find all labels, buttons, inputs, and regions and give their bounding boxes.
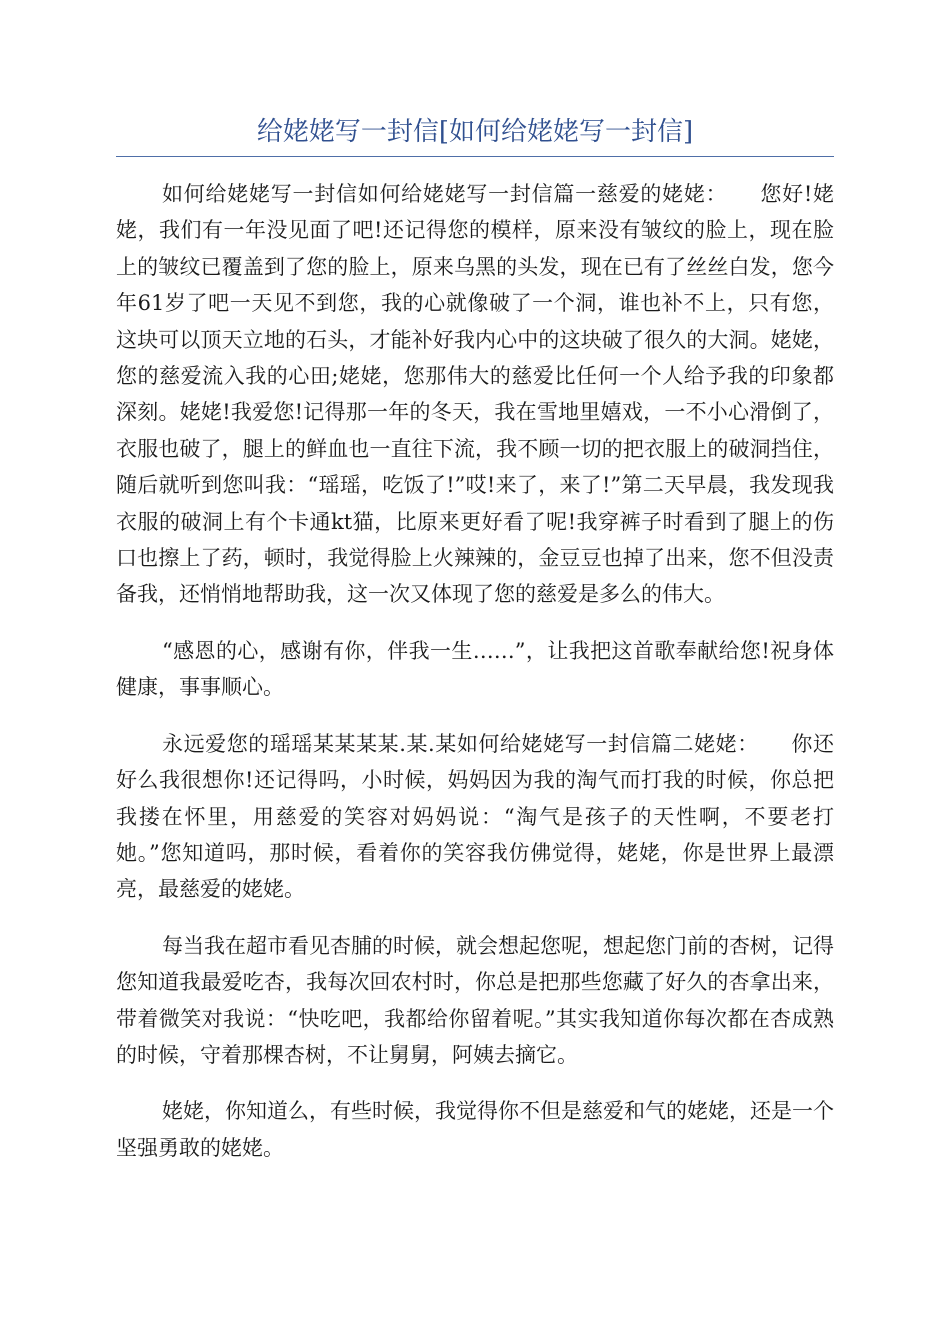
paragraph-2: “感恩的心，感谢有你，伴我一生……”，让我把这首歌奉献给您!祝身体健康，事事顺心。 — [116, 638, 834, 700]
title-block — [116, 112, 834, 157]
paragraph-5: 姥姥，你知道么，有些时候，我觉得你不但是慈爱和气的姥姥，还是一个坚强勇敢的姥姥。 — [116, 1099, 834, 1160]
document-title: 给姥姥写一封信[如何给姥姥写一封信] — [256, 117, 694, 147]
paragraph-4: 每当我在超市看见杏脯的时候，就会想起您呢，想起您门前的杏树，记得您知道我最爱吃杏，我每次回农村时，你总是把那些您藏了好久的杏拿出来，带着微笑对我说：“快吃吧，我都给你留着呢。”其实我知道你每次都在杏成熟的时候，守着那棵杏树，不让舅舅，阿姨去摘它。 — [116, 933, 834, 1067]
paragraph-1: 如何给姥姥写一封信如何给姥姥写一封信篇一慈爱的姥姥： 您好!姥姥，我们有一年没见面了吧!还记得您的模样，原来没有皱纹的脸上，现在脸上的皱纹已覆盖到了您的脸上，原来乌黑的头发，现在已有了丝丝白发，您今年61岁了吧一天见不到您，我的心就像破了一个洞，谁也补不上，只有您，这块可以顶天立地的石头，才能补好我内心中的这块破了很久的大洞。姥姥，您的慈爱流入我的心田;姥姥，您那伟大的慈爱比任何一个人给予我的印象都深刻。姥姥!我爱您!记得那一年的冬天，我在雪地里嬉戏，一不小心滑倒了，衣服也破了，腿上的鲜血也一直往下流，我不顾一切的把衣服上的破洞挡住，随后就听到您叫我：“瑶瑶，吃饭了!”哎!来了，来了!”第二天早晨，我发现我衣服的破洞上有个卡通kt猫，比原来更好看了呢!我穿裤子时看到了腿上的伤口也擦上了药，顿时，我觉得脸上火辣辣的，金豆豆也掉了出来，您不但没责备我，还悄悄地帮助我，这一次又体现了您的慈爱是多么的伟大。 — [116, 182, 834, 607]
paragraph-3: 永远爱您的瑶瑶某某某某.某.某如何给姥姥写一封信篇二姥姥： 你还好么我很想你!还记得吗，小时候，妈妈因为我的淘气而打我的时候，你总把我搂在怀里，用慈爱的笑容对妈妈说：“淘气是孩子的天性啊，不要老打她。”您知道吗，那时候，看着你的笑容我仿佛觉得，姥姥，你是世界上最漂亮，最慈爱的姥姥。 — [116, 731, 834, 902]
document-body — [116, 176, 834, 1186]
